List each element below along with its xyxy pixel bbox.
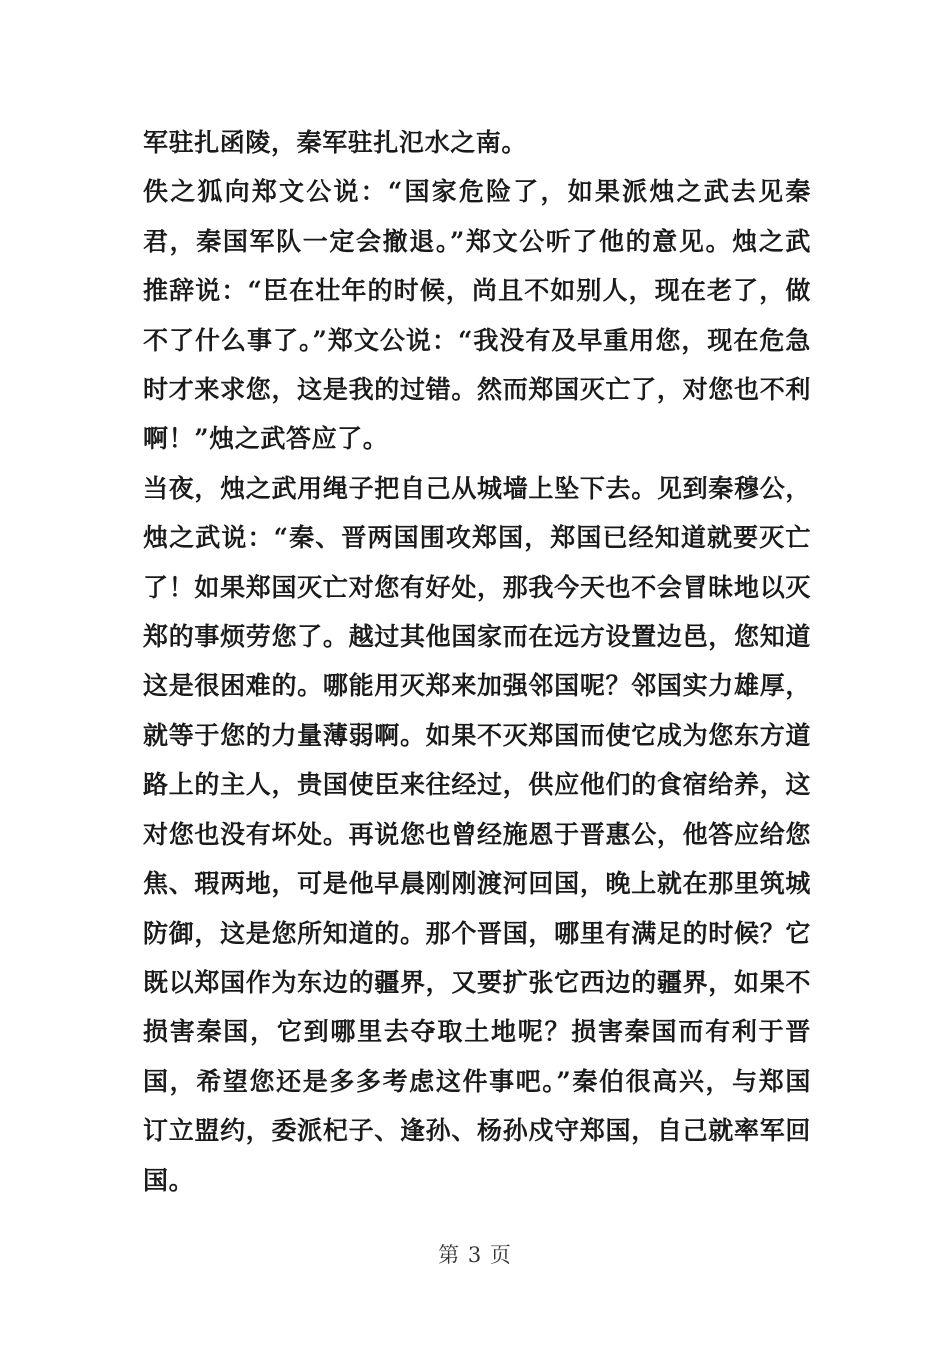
document-body [143,118,811,1205]
paragraph-2: 佚之狐向郑文公说：“国家危险了，如果派烛之武去见秦君，秦国军队一定会撤退。”郑文公听了他的意见。烛之武推辞说：“臣在壮年的时候，尚且不如别人，现在老了，做不了什么事了。”郑文公说：“我没有及早重用您，现在危急时才来求您，这是我的过错。然而郑国灭亡了，对您也不利啊！”烛之武答应了。 [143,177,811,454]
paragraph-1: 军驻扎函陵，秦军驻扎氾水之南。 [143,128,528,157]
page-number: 第 3 页 [438,1243,512,1267]
paragraph-3: 当夜，烛之武用绳子把自己从城墙上坠下去。见到秦穆公，烛之武说：“秦、晋两国围攻郑国，郑国已经知道就要灭亡了！如果郑国灭亡对您有好处，那我今天也不会冒昧地以灭郑的事烦劳您了。越过其他国家而在远方设置边邑，您知道这是很困难的。哪能用灭郑来加强邻国呢？邻国实力雄厚，就等于您的力量薄弱啊。如果不灭郑国而使它成为您东方道路上的主人，贵国使臣来往经过，供应他们的食宿给养，这对您也没有坏处。再说您也曾经施恩于晋惠公，他答应给您焦、瑕两地，可是他早晨刚刚渡河回国，晚上就在那里筑城防御，这是您所知道的。那个晋国，哪里有满足的时候？它既以郑国作为东边的疆界，又要扩张它西边的疆界，如果不损害秦国，它到哪里去夺取土地呢？损害秦国而有利于晋国，希望您还是多多考虑这件事吧。”秦伯很高兴，与郑国订立盟约，委派杞子、逢孙、杨孙戍守郑国，自己就率军回国。 [143,473,811,1195]
